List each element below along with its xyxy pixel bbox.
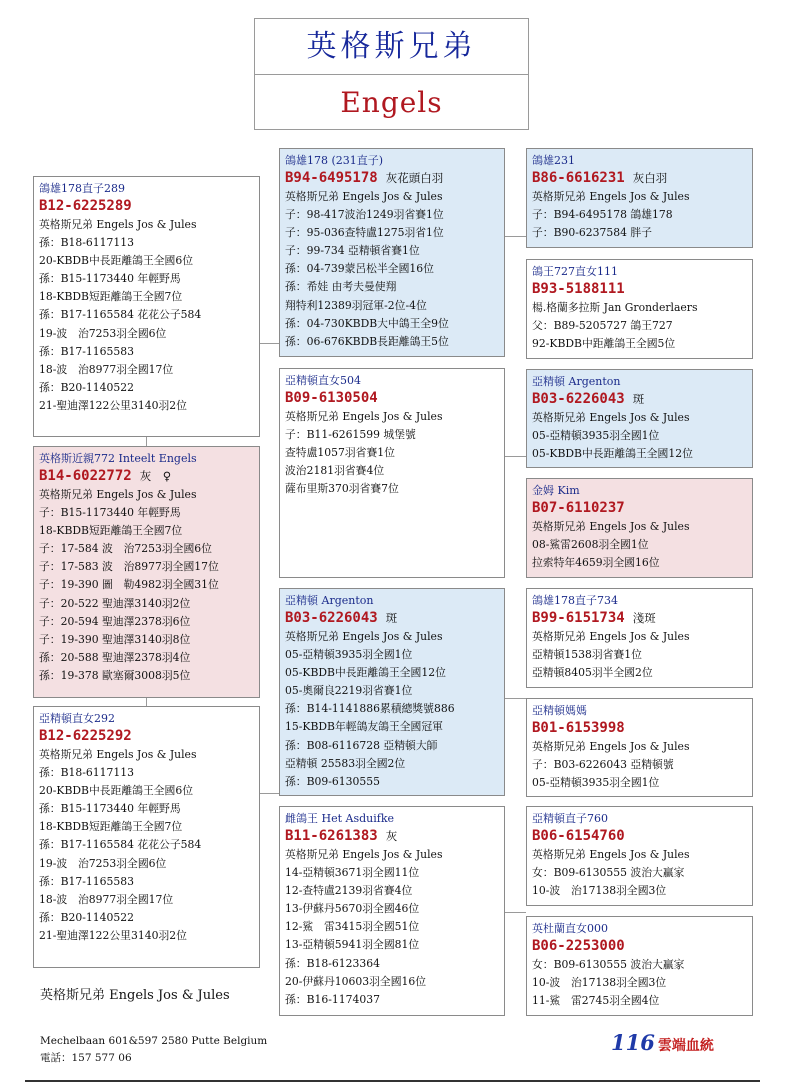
card-line: 05-亞精頓3935羽全國1位 bbox=[532, 776, 660, 790]
pedigree-card-argenton bbox=[279, 588, 505, 796]
pedigree-card-sire-dam bbox=[526, 259, 753, 359]
pedigree-card-sibling bbox=[33, 706, 260, 968]
connector-line bbox=[504, 456, 526, 457]
ring-number: B09-6130504 bbox=[285, 390, 378, 406]
card-line: 20-伊蘇丹10603羽全國16位 bbox=[285, 974, 427, 988]
card-line: 19-波 治7253羽全國6位 bbox=[39, 856, 167, 870]
card-line: 孫：B17-1165584 花花公子584 bbox=[39, 308, 202, 322]
card-line: 孫：19-378 歐塞爾3008羽5位 bbox=[39, 668, 191, 682]
card-line: 英格斯兄弟 Engels Jos & Jules bbox=[285, 410, 443, 423]
card-line: 18-波 治8977羽全國17位 bbox=[39, 892, 174, 906]
card-line: 子：99-734 亞精頓省賽1位 bbox=[285, 244, 420, 258]
card-line: 孫：B08-6116728 亞精頓大師 bbox=[285, 738, 438, 752]
color-label: 斑 bbox=[385, 611, 398, 625]
pedigree-card-argenton-dam bbox=[526, 698, 753, 797]
card-line: 薩布里斯370羽省賽7位 bbox=[285, 482, 399, 496]
card-line: 英格斯兄弟 Engels Jos & Jules bbox=[532, 190, 690, 203]
card-header: 鴿雄231 bbox=[532, 154, 575, 167]
color-label: 灰 bbox=[385, 829, 398, 843]
phone: 電話：157 577 06 bbox=[40, 1052, 132, 1064]
connector-line bbox=[259, 793, 279, 794]
logo-text: 雲端血統 bbox=[657, 1038, 714, 1054]
card-line: 孫：B18-6117113 bbox=[39, 766, 134, 780]
card-line: 05-KBDB中長距離鴿王全國12位 bbox=[285, 666, 446, 680]
ring-number: B94-6495178 bbox=[285, 170, 378, 186]
ring-number: B07-6110237 bbox=[532, 500, 625, 516]
card-header: 鴿王727直女111 bbox=[532, 265, 618, 278]
card-line: 13-亞精頓5941羽全國81位 bbox=[285, 938, 420, 952]
card-header: 亞精頓直女292 bbox=[39, 712, 115, 725]
card-line: 孫：04-739蒙呂松半全國16位 bbox=[285, 262, 434, 276]
card-line: 05-亞精頓3935羽全國1位 bbox=[285, 648, 413, 662]
pedigree-card-asduifke-dam bbox=[526, 916, 753, 1016]
card-line: 05-KBDB中長距離鴿王全國12位 bbox=[532, 447, 693, 461]
pedigree-card-dam-dam bbox=[526, 478, 753, 578]
pedigree-card-dam-sire bbox=[526, 369, 753, 468]
card-line: 子：B03-6226043 亞精頓號 bbox=[532, 758, 674, 772]
title-chinese: 英格斯兄弟 bbox=[255, 19, 528, 75]
card-line: 孫：B18-6123364 bbox=[285, 956, 380, 970]
color-label: 淺斑 bbox=[632, 611, 656, 625]
card-line: 孫：B15-1173440 年輕野馬 bbox=[39, 802, 181, 816]
card-line: 子：17-584 波 治7253羽全國6位 bbox=[39, 542, 212, 556]
card-header: 亞精頓直子760 bbox=[532, 812, 608, 825]
card-line: 孫：B09-6130555 bbox=[285, 774, 380, 788]
card-line: 子：17-583 波 治8977羽全國17位 bbox=[39, 560, 219, 574]
card-line: 亞精頓1538羽省賽1位 bbox=[532, 648, 642, 662]
card-line: 亞精頓 25583羽全國2位 bbox=[285, 756, 406, 770]
card-line: 子：95-036查特盧1275羽省1位 bbox=[285, 226, 444, 240]
card-line: 楊.格蘭多拉斯 Jan Gronderlaers bbox=[532, 301, 698, 314]
card-line: 子：B90-6237584 胖子 bbox=[532, 226, 653, 240]
card-line: 08-鯊雷2608羽全國1位 bbox=[532, 538, 649, 552]
pedigree-card-sire bbox=[279, 148, 505, 357]
card-line: 18-KBDB短距離鴿王全國7位 bbox=[39, 820, 183, 834]
pedigree-card-argenton-sire bbox=[526, 588, 753, 688]
breeder-name: 英格斯兄弟 Engels Jos & Jules bbox=[40, 988, 230, 1003]
ring-number: B86-6616231 bbox=[532, 170, 625, 186]
logo-number: 116 bbox=[611, 1030, 655, 1055]
card-line: 女：B09-6130555 波治大贏家 bbox=[532, 866, 685, 880]
card-line: 10-波 治17138羽全國3位 bbox=[532, 976, 667, 990]
card-header: 亞精頓媽媽 bbox=[532, 704, 587, 717]
card-line: 子：19-390 聖迪澤3140羽8位 bbox=[39, 632, 191, 646]
card-line: 18-KBDB短距離鴿王全國7位 bbox=[39, 290, 183, 304]
card-header: 鴿雄178 (231直子) bbox=[285, 154, 384, 167]
card-line: 子：B11-6261599 城堡號 bbox=[285, 428, 416, 442]
card-line: 05-奧爾良2219羽省賽1位 bbox=[285, 684, 413, 698]
card-line: 英格斯兄弟 Engels Jos & Jules bbox=[532, 411, 690, 424]
card-line: 12-查特盧2139羽省賽4位 bbox=[285, 884, 413, 898]
pedigree-card-sire-sire bbox=[526, 148, 753, 248]
card-line: 查特盧1057羽省賽1位 bbox=[285, 446, 395, 460]
ring-number: B12-6225292 bbox=[39, 728, 132, 744]
connector-line bbox=[259, 343, 279, 344]
card-line: 孫：B16-1174037 bbox=[285, 992, 380, 1006]
card-line: 拉索特年4659羽全國16位 bbox=[532, 556, 660, 570]
pedigree-card-dam bbox=[279, 368, 505, 578]
card-header: 亞精頓直女504 bbox=[285, 374, 361, 387]
card-line: 孫：希娃 由考夫曼使翔 bbox=[285, 280, 397, 294]
card-header: 亞精頓 Argenton bbox=[285, 594, 374, 607]
card-line: 孫：B17-1165584 花花公子584 bbox=[39, 838, 202, 852]
card-line: 子：98-417波治1249羽省賽1位 bbox=[285, 208, 444, 222]
connector-line bbox=[146, 698, 147, 706]
card-line: 英格斯兄弟 Engels Jos & Jules bbox=[285, 848, 443, 861]
card-line: 14-亞精頓3671羽全國11位 bbox=[285, 866, 420, 880]
card-line: 05-亞精頓3935羽全國1位 bbox=[532, 429, 660, 443]
card-line: 孫：B20-1140522 bbox=[39, 910, 134, 924]
card-line: 英格斯兄弟 Engels Jos & Jules bbox=[532, 740, 690, 753]
card-line: 英格斯兄弟 Engels Jos & Jules bbox=[532, 848, 690, 861]
card-line: 英格斯兄弟 Engels Jos & Jules bbox=[39, 748, 197, 761]
card-line: 18-波 治8977羽全國17位 bbox=[39, 362, 174, 376]
card-line: 亞精頓8405羽半全國2位 bbox=[532, 666, 653, 680]
ring-number: B01-6153998 bbox=[532, 720, 625, 736]
card-line: 13-伊蘇丹5670羽全國46位 bbox=[285, 902, 420, 916]
card-line: 女：B09-6130555 波治大贏家 bbox=[532, 958, 685, 971]
card-line: 英格斯兄弟 Engels Jos & Jules bbox=[532, 520, 690, 533]
connector-line bbox=[504, 236, 526, 237]
card-line: 英格斯兄弟 Engels Jos & Jules bbox=[532, 630, 690, 643]
ring-number: B03-6226043 bbox=[285, 610, 378, 626]
card-line: 20-KBDB中長距離鴿王全國6位 bbox=[39, 254, 194, 268]
card-line: 子：B15-1173440 年輕野馬 bbox=[39, 506, 181, 520]
ring-number: B03-6226043 bbox=[532, 391, 625, 407]
card-line: 19-波 治7253羽全國6位 bbox=[39, 326, 167, 340]
pedigree-card-subject bbox=[33, 176, 260, 437]
card-line: 21-聖迪澤122公里3140羽2位 bbox=[39, 928, 187, 942]
connector-line bbox=[504, 912, 526, 913]
card-line: 英格斯兄弟 Engels Jos & Jules bbox=[39, 488, 197, 501]
ring-number: B11-6261383 bbox=[285, 828, 378, 844]
card-header: 鴿雄178直子734 bbox=[532, 594, 618, 607]
card-line: 孫：B15-1173440 年輕野馬 bbox=[39, 272, 181, 286]
card-line: 子：20-594 聖迪澤2378羽6位 bbox=[39, 614, 191, 628]
ring-number: B93-5188111 bbox=[532, 281, 625, 297]
card-line: 15-KBDB年輕鴿友鴿王全國冠軍 bbox=[285, 720, 443, 734]
color-label: 斑 bbox=[632, 392, 645, 406]
color-label: 灰 ♀ bbox=[139, 469, 172, 483]
card-line: 孫：B18-6117113 bbox=[39, 236, 134, 250]
card-line: 孫：04-730KBDB大中鴿王全9位 bbox=[285, 316, 449, 330]
card-line: 子：20-522 聖迪澤3140羽2位 bbox=[39, 596, 191, 610]
card-header: 英格斯近親772 Inteelt Engels bbox=[39, 452, 197, 465]
card-line: 翔特利12389羽冠軍-2位-4位 bbox=[285, 298, 427, 312]
pedigree-card-relative bbox=[33, 446, 260, 698]
card-line: 10-波 治17138羽全國3位 bbox=[532, 884, 667, 898]
color-label: 灰花頭白羽 bbox=[385, 171, 444, 185]
ring-number: B06-2253000 bbox=[532, 938, 625, 954]
ring-number: B12-6225289 bbox=[39, 198, 132, 214]
pedigree-card-asduifke-sire bbox=[526, 806, 753, 906]
ring-number: B14-6022772 bbox=[39, 468, 132, 484]
ring-number: B06-6154760 bbox=[532, 828, 625, 844]
card-line: 英格斯兄弟 Engels Jos & Jules bbox=[285, 190, 443, 203]
color-label: 灰白羽 bbox=[632, 171, 668, 185]
card-line: 孫：B17-1165583 bbox=[39, 874, 134, 888]
ring-number: B99-6151734 bbox=[532, 610, 625, 626]
title-box bbox=[254, 18, 529, 130]
card-line: 孫：B14-1141886累積總獎號886 bbox=[285, 702, 455, 716]
card-line: 92-KBDB中距離鴿王全國5位 bbox=[532, 337, 676, 351]
card-header: 英杜蘭直女000 bbox=[532, 922, 608, 935]
card-line: 18-KBDB短距離鴿王全國7位 bbox=[39, 524, 183, 538]
card-line: 波治2181羽省賽4位 bbox=[285, 464, 385, 478]
card-line: 子：B94-6495178 鴿雄178 bbox=[532, 208, 673, 222]
card-line: 孫：B17-1165583 bbox=[39, 344, 134, 358]
card-line: 孫：20-588 聖迪澤2378羽4位 bbox=[39, 650, 191, 664]
title-english: Engels bbox=[340, 86, 443, 119]
address: Mechelbaan 601&597 2580 Putte Belgium bbox=[40, 1035, 268, 1047]
card-header: 亞精頓 Argenton bbox=[532, 375, 621, 388]
card-line: 子：19-390 圖 勒4982羽全國31位 bbox=[39, 578, 219, 592]
card-header: 金姆 Kim bbox=[532, 484, 580, 497]
pedigree-card-asduifke bbox=[279, 806, 505, 1016]
connector-line bbox=[504, 698, 526, 699]
card-line: 21-聖迪澤122公里3140羽2位 bbox=[39, 398, 187, 412]
card-header: 雌鴿王 Het Asduifke bbox=[285, 812, 394, 825]
site-logo bbox=[611, 1030, 714, 1055]
card-line: 12-鯊 雷3415羽全國51位 bbox=[285, 920, 420, 934]
card-line: 孫：06-676KBDB長距離鴿王5位 bbox=[285, 334, 449, 348]
card-line: 孫：B20-1140522 bbox=[39, 380, 134, 394]
card-line: 11-鯊 雷2745羽全國4位 bbox=[532, 994, 660, 1008]
card-line: 英格斯兄弟 Engels Jos & Jules bbox=[39, 218, 197, 231]
card-header: 鴿雄178直子289 bbox=[39, 182, 125, 195]
contact-block bbox=[40, 1033, 267, 1067]
bottom-divider bbox=[25, 1080, 760, 1082]
connector-line bbox=[146, 436, 147, 446]
card-line: 父：B89-5205727 鴿王727 bbox=[532, 319, 673, 333]
card-line: 英格斯兄弟 Engels Jos & Jules bbox=[285, 630, 443, 643]
card-line: 20-KBDB中長距離鴿王全國6位 bbox=[39, 784, 194, 798]
